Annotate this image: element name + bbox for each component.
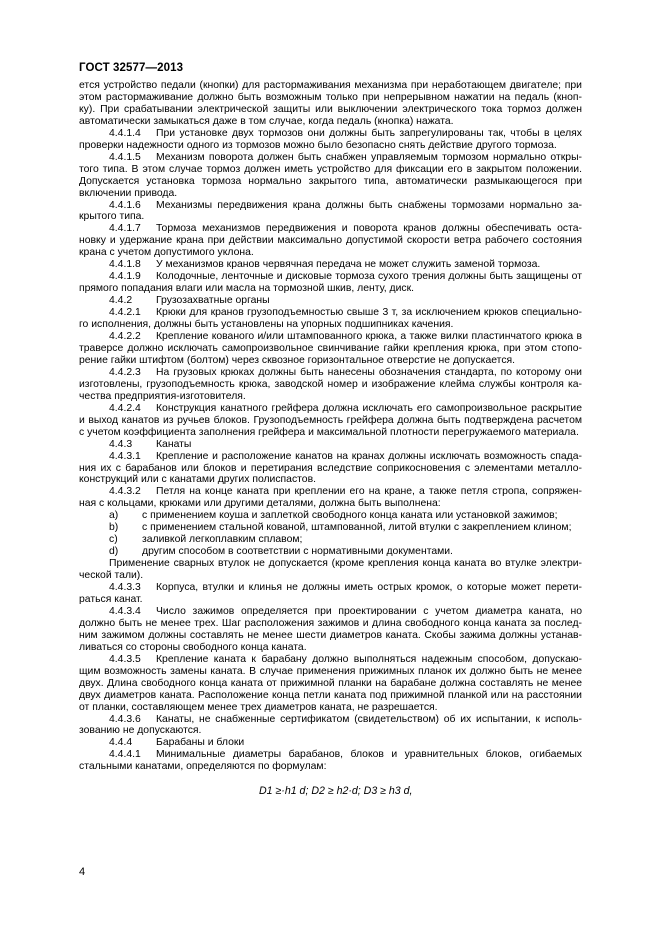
paragraph-text: Канаты — [156, 438, 192, 450]
paragraph — [79, 403, 582, 439]
paragraph-text: У механизмов кранов червячная передача не может служить заменой тормоза. — [156, 259, 541, 271]
paragraph-text: Тормоза механизмов передвижения и поворота кранов должны обеспечивать оста-новку и удержание крана при действии максимально допустимой скорости ветра рабочего состояния крана с учетом допустимого уклона. — [79, 223, 582, 259]
paragraph — [79, 439, 582, 451]
clause-number: 4.4.2.2 — [109, 331, 141, 343]
list-item — [79, 522, 582, 534]
clause-number: 4.4.3.1 — [109, 450, 141, 462]
list-item-text: с применением стальной кованой, штампованной, литой втулки с закреплением клином; — [142, 522, 572, 534]
clause-number: 4.4.4.1 — [109, 749, 141, 761]
paragraph-text: Механизм поворота должен быть снабжен управляемым тормозом нормально откры-того типа. В этом случае тормоз должен иметь устройство для фиксации его в закрытом положении. Допускается установка тормоза нормально закрытого типа, автоматически размыкающегося при включении привода. — [79, 151, 582, 199]
clause-number: 4.4.2.4 — [109, 402, 141, 414]
document-body — [79, 80, 582, 798]
paragraph — [79, 367, 582, 403]
paragraph-text: Петля на конце каната при креплении его на кране, а также петля стропа, сопряжен-ная с кольцами, крюками или другими деталями, должна быть выполнена: — [79, 486, 582, 510]
loop-methods-list — [79, 510, 582, 558]
paragraph — [79, 128, 582, 152]
list-item-text: другим способом в соответствии с нормативными документами. — [142, 546, 453, 558]
list-item — [79, 534, 582, 546]
paragraph-text: На грузовых крюках должны быть нанесены обозначения стандарта, по которому они изготовлены, грузоподъемность крюка, заводской номер и изображение клейма службы контроля ка-чества предприятия-изготовителя. — [79, 366, 582, 402]
clause-number: 4.4.3.6 — [109, 713, 141, 725]
list-item — [79, 510, 582, 522]
clause-number: 4.4.3 — [109, 438, 133, 450]
paragraph — [79, 714, 582, 738]
paragraph — [79, 152, 582, 200]
document-header: ГОСТ 32577—2013 — [79, 62, 184, 74]
paragraph — [79, 486, 582, 510]
paragraph-text: При установке двух тормозов они должны быть запрегулированы так, чтобы в целях проверки надежности одного из тормозов можно было безопасно снять действие другого тормоза. — [79, 127, 582, 151]
clause-number: 4.4.1.8 — [109, 259, 141, 271]
paragraph-text: Применение сварных втулок не допускается (кроме крепления конца каната во втулке электри-ческой тали). — [79, 558, 582, 582]
clause-number: 4.4.1.4 — [109, 127, 141, 139]
paragraph-text: Барабаны и блоки — [156, 737, 245, 749]
paragraph — [79, 271, 582, 295]
paragraph — [79, 295, 582, 307]
paragraph-text: Колодочные, ленточные и дисковые тормоза сухого трения должны быть защищены от прямого попадания влаги или масла на тормозной шкив, ленту, диск. — [79, 271, 582, 295]
clause-number: 4.4.3.3 — [109, 582, 141, 594]
list-item-letter: c) — [109, 534, 118, 546]
paragraph — [79, 259, 582, 271]
paragraph-text: Минимальные диаметры барабанов, блоков и уравнительных блоков, огибаемых стальными канатами, определяются по формулам: — [79, 749, 582, 773]
paragraph-text: Корпуса, втулки и клинья не должны иметь острых кромок, о которые может перети-раться канат. — [79, 582, 582, 605]
paragraph-text: Грузозахватные органы — [156, 295, 270, 307]
paragraph-text: Канаты, не снабженные сертификатом (свидетельством) об их испытании, к исполь-зованию не допускаются. — [79, 713, 582, 737]
paragraph — [79, 80, 582, 128]
paragraph — [79, 451, 582, 487]
paragraph — [79, 749, 582, 773]
paragraph-text: Крепление каната к барабану должно выполняться надежным способом, допускаю-щим возможность замены каната. В случае применения прижимных планок их должно быть не менее двух. Длина свободного конца каната от прижимной планки на барабане должна составлять не менее двух диаметров каната. Расположение конца петли каната под прижимной планкой или на расстоянии от планки, составляющем менее трех диаметров каната, не разрешается. — [79, 653, 582, 713]
paragraph-group-brakes-hooks-ropes — [79, 80, 582, 510]
list-item-text: заливкой легкоплавким сплавом; — [142, 534, 303, 546]
paragraph-text: Число зажимов определяется при проектировании с учетом диаметра каната, но должно быть не менее трех. Шаг расположения зажимов и длина свободного конца каната за послед-ним зажимом должны составлять не менее шести диаметров каната. Скобы зажима должны устанав-ливаться со стороны свободного конца каната. — [79, 605, 582, 653]
paragraph-text: Конструкция канатного грейфера должна исключать его самопроизвольное раскрытие и выход канатов из ручьев блоков. Грузоподъемность грейфера должна быть подтверждена расчетом с учетом коэффициента заполнения грейфера и максимальной плотности перегружаемого материала. — [79, 402, 582, 438]
list-item-letter: b) — [109, 522, 119, 534]
clause-number: 4.4.2.3 — [109, 366, 141, 378]
paragraph-text: Механизмы передвижения крана должны быть снабжены тормозами нормально за-крытого типа. — [79, 199, 582, 223]
clause-number: 4.4.2 — [109, 295, 133, 307]
paragraph — [79, 737, 582, 749]
clause-number: 4.4.1.7 — [109, 223, 141, 235]
paragraph-text: Крепление кованого и/или штампованного крюка, а также вилки пластинчатого крюка в траверсе должно исключать самопроизвольное свинчивание гайки крепления крюка, при этом стопо-рение гайки штифтом (болтом) через сквозное горизонтальное отверстие не допускается. — [79, 331, 582, 366]
clause-number: 4.4.1.5 — [109, 151, 141, 163]
paragraph — [79, 307, 582, 331]
list-item-letter: a) — [109, 510, 119, 522]
paragraph — [79, 331, 582, 367]
paragraph-group-ropes-drums — [79, 558, 582, 773]
list-item-letter: d) — [109, 546, 119, 558]
clause-number: 4.4.2.1 — [109, 307, 141, 319]
paragraph-text: Крюки для кранов грузоподъемностью свыше 3 т, за исключением крюков специально-го исполнения, должны быть установлены на упорных подшипниках качения. — [79, 307, 582, 331]
clause-number: 4.4.3.4 — [109, 605, 141, 617]
paragraph-text: Крепление и расположение канатов на кранах должны исключать возможность спада-ния их с барабанов или блоков и перетирания вследствие соприкосновения с элементами металло-конструкций или с канатами других полиспастов. — [79, 450, 582, 486]
list-item-text: с применением коуша и заплеткой свободного конца каната или установкой зажимов; — [142, 510, 558, 522]
clause-number: 4.4.4 — [109, 737, 133, 749]
paragraph — [79, 200, 582, 224]
formula-drum-diameters: D1 ≥·h1 d; D2 ≥ h2·d; D3 ≥ h3 d, — [259, 785, 413, 798]
clause-number: 4.4.3.5 — [109, 653, 141, 665]
paragraph — [79, 582, 582, 606]
paragraph — [79, 223, 582, 259]
page-number: 4 — [79, 866, 86, 878]
paragraph — [79, 654, 582, 714]
paragraph-text: ется устройство педали (кнопки) для растормаживания механизма при неработающем двигателе; при этом растормаживание должно быть возможным только при непрерывном нажатии на педаль (кноп-ку). При срабатывании электрической защиты или выключении электрического тока тормоз должен автоматически замыкаться даже в том случае, когда педаль (кнопка) нажата. — [79, 80, 582, 127]
clause-number: 4.4.3.2 — [109, 486, 141, 498]
paragraph — [79, 606, 582, 654]
list-item — [79, 546, 582, 558]
paragraph — [79, 558, 582, 582]
clause-number: 4.4.1.9 — [109, 271, 141, 283]
clause-number: 4.4.1.6 — [109, 199, 141, 211]
